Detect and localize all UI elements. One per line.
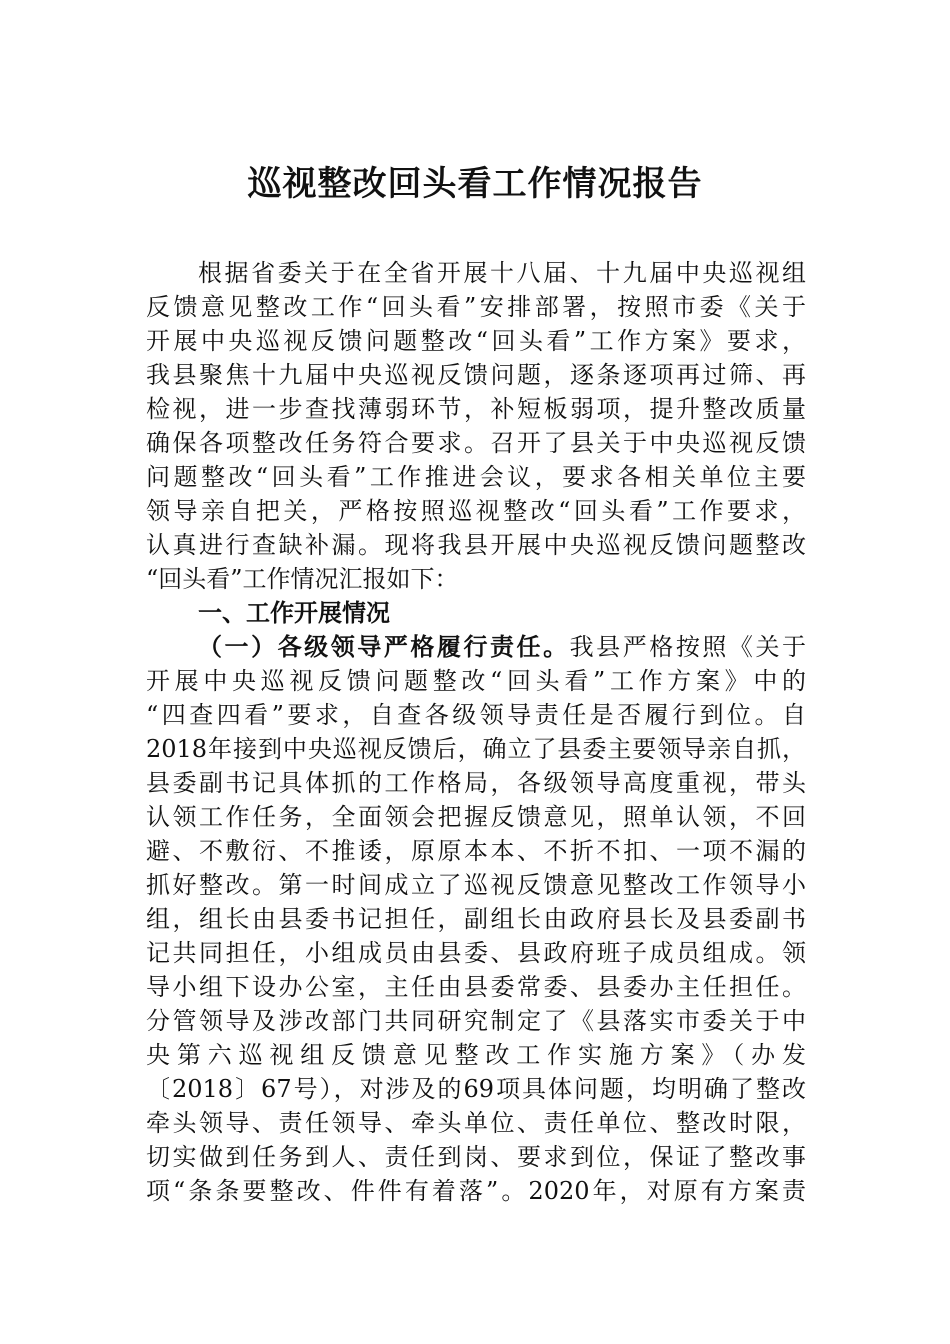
paragraph-line: 央第六巡视组反馈意见整改工作实施方案》（办发: [146, 1041, 806, 1069]
document-title: 巡视整改回头看工作情况报告: [247, 164, 703, 204]
paragraph-line: 领导亲自把关，严格按照巡视整改“回头看”工作要求，: [146, 497, 806, 525]
document-body: [146, 256, 806, 1208]
paragraph-line: 确保各项整改任务符合要求。召开了县关于中央巡视反馈: [146, 429, 806, 457]
subsection-paragraph: [146, 630, 806, 1208]
paragraph-line: “四查四看”要求，自查各级领导责任是否履行到位。自: [146, 701, 806, 729]
paragraph-line: 我县聚焦十九届中央巡视反馈问题，逐条逐项再过筛、再: [146, 361, 806, 389]
paragraph-line: 2018年接到中央巡视反馈后，确立了县委主要领导亲自抓，: [146, 735, 806, 763]
section-heading: 一、工作开展情况: [198, 599, 390, 627]
paragraph-line: [146, 630, 806, 664]
subsection-lead-rest: 我县严格按照《关于: [569, 633, 806, 661]
paragraph-line: 切实做到任务到人、责任到岗、要求到位，保证了整改事: [146, 1143, 806, 1171]
paragraph-line: 分管领导及涉改部门共同研究制定了《县落实市委关于中: [146, 1007, 806, 1035]
paragraph-line: 根据省委关于在全省开展十八届、十九届中央巡视组: [198, 259, 806, 287]
paragraph-line: 项“条条要整改、件件有着落”。2020年，对原有方案责: [146, 1177, 806, 1205]
paragraph-line: 检视，进一步查找薄弱环节，补短板弱项，提升整改质量: [146, 395, 806, 423]
paragraph-line: 认领工作任务，全面领会把握反馈意见，照单认领，不回: [146, 803, 806, 831]
paragraph-line: 开展中央巡视反馈问题整改“回头看”工作方案》要求，: [146, 327, 806, 355]
paragraph-line: 〔2018〕67号），对涉及的69项具体问题，均明确了整改: [146, 1075, 806, 1103]
paragraph-line: 开展中央巡视反馈问题整改“回头看”工作方案》中的: [146, 667, 806, 695]
paragraph-line: 县委副书记具体抓的工作格局，各级领导高度重视，带头: [146, 769, 806, 797]
intro-paragraph: [146, 256, 806, 596]
paragraph-line: 反馈意见整改工作“回头看”安排部署，按照市委《关于: [146, 293, 806, 321]
paragraph-line: 导小组下设办公室，主任由县委常委、县委办主任担任。: [146, 973, 806, 1001]
paragraph-line: 抓好整改。第一时间成立了巡视反馈意见整改工作领导小: [146, 871, 806, 899]
paragraph-line: 避、不敷衍、不推诿，原原本本、不折不扣、一项不漏的: [146, 837, 806, 865]
paragraph-line: 牵头领导、责任领导、牵头单位、责任单位、整改时限，: [146, 1109, 806, 1137]
paragraph-line: “回头看”工作情况汇报如下：: [146, 565, 459, 593]
paragraph-line: 问题整改“回头看”工作推进会议，要求各相关单位主要: [146, 463, 806, 491]
subsection-lead: （一）各级领导严格履行责任。: [198, 632, 570, 661]
paragraph-line: 记共同担任，小组成员由县委、县政府班子成员组成。领: [146, 939, 806, 967]
paragraph-line: 组，组长由县委书记担任，副组长由政府县长及县委副书: [146, 905, 806, 933]
paragraph-line: 认真进行查缺补漏。现将我县开展中央巡视反馈问题整改: [146, 531, 806, 559]
